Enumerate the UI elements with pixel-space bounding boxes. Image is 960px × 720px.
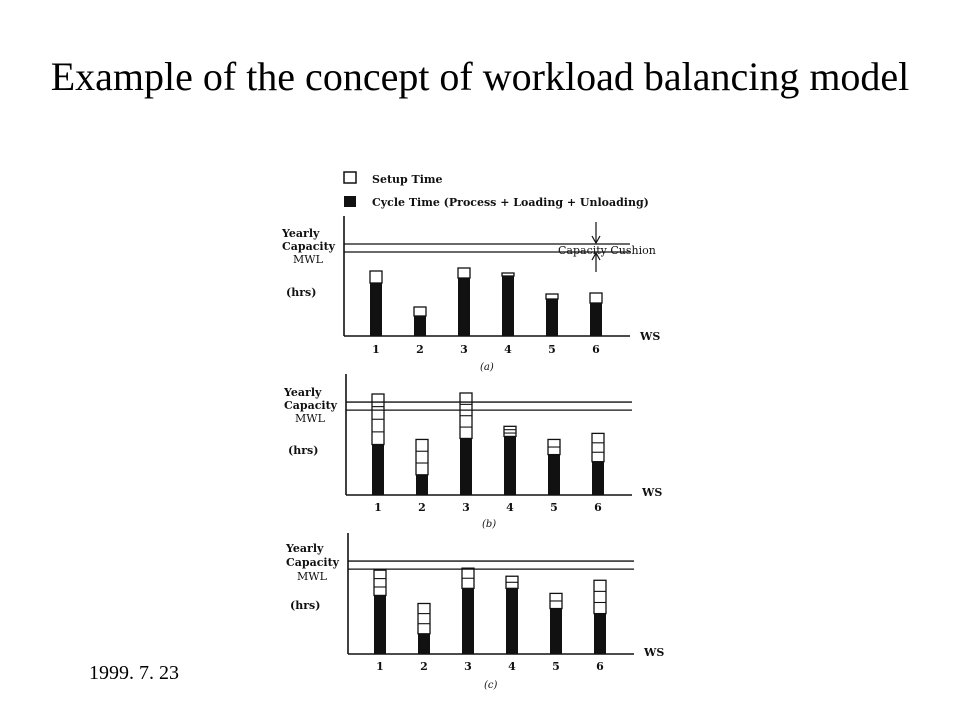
panel-b-bar-6-setup	[592, 433, 604, 461]
panel-c-bars	[374, 568, 606, 654]
panel-c-x-tick-6: 6	[596, 660, 604, 673]
panel-a	[281, 227, 660, 373]
panel-a-bar-5-setup	[546, 294, 558, 299]
slide-title: Example of the concept of workload balancing model	[50, 54, 910, 99]
legend-setup-label: Setup Time	[372, 173, 443, 186]
panel-b-bar-4-setup	[504, 426, 516, 436]
panel-b-x-tick-1: 1	[374, 501, 382, 514]
panel-b-bar-2-setup	[416, 439, 428, 474]
panel-b-bar-1-cycle	[372, 445, 384, 496]
panel-c-x-tick-5: 5	[552, 660, 560, 673]
panel-c-y-label-mwl: MWL	[297, 570, 327, 583]
panel-a-x-tick-1: 1	[372, 343, 380, 356]
legend	[344, 172, 649, 209]
panel-a-x-tick-3: 3	[460, 343, 468, 356]
panel-c-bar-3-cycle	[462, 588, 474, 654]
panel-a-x-tick-2: 2	[416, 343, 424, 356]
panel-b-x-tick-3: 3	[462, 501, 470, 514]
panel-a-bar-6-setup	[590, 293, 602, 303]
panel-a-x-tick-4: 4	[504, 343, 512, 356]
panel-b-y-label-mwl: MWL	[295, 412, 325, 425]
panel-c-bar-5-cycle	[550, 609, 562, 654]
panel-a-bar-4-setup	[502, 273, 514, 276]
panel-c-x-tick-4: 4	[508, 660, 516, 673]
panel-b-bar-5-cycle	[548, 455, 560, 495]
panel-c-y-label-capacity: Capacity	[286, 556, 340, 569]
panel-a-annotation: Capacity Cushion	[558, 244, 656, 257]
panel-c-bar-1-cycle	[374, 595, 386, 654]
panel-c-bar-6-setup	[594, 580, 606, 613]
panel-b-x-tick-4: 4	[506, 501, 514, 514]
panel-a-x-tick-5: 5	[548, 343, 556, 356]
panel-a-unit-label: (hrs)	[286, 286, 317, 299]
panel-b-bar-6-cycle	[592, 462, 604, 495]
panel-a-bar-3-cycle	[458, 278, 470, 336]
panel-a-bar-1-setup	[370, 271, 382, 283]
panel-a-bar-2-setup	[414, 307, 426, 316]
panel-b-bar-3-cycle	[460, 438, 472, 495]
panel-a-bar-6-cycle	[590, 303, 602, 336]
panel-c-x-tick-1: 1	[376, 660, 384, 673]
panel-b-bars	[372, 393, 604, 495]
panel-b-bar-4-cycle	[504, 436, 516, 495]
panel-a-y-label-mwl: MWL	[293, 253, 323, 266]
legend-setup-swatch	[344, 172, 356, 183]
legend-cycle-swatch	[344, 196, 356, 207]
panel-b-caption: (b)	[482, 519, 497, 530]
panel-b-x-ticks	[374, 501, 602, 514]
panel-a-bar-2-cycle	[414, 316, 426, 336]
panel-c-bar-2-cycle	[418, 634, 430, 654]
panel-a-bars	[370, 268, 602, 336]
panel-b	[283, 386, 662, 530]
panel-b-unit-label: (hrs)	[288, 444, 319, 457]
panel-c-unit-label: (hrs)	[290, 599, 321, 612]
panel-a-caption: (a)	[480, 362, 494, 373]
panel-a-x-ticks	[372, 343, 600, 356]
panel-b-x-tick-6: 6	[594, 501, 602, 514]
panel-b-y-label-yearly: Yearly	[284, 386, 322, 399]
panel-a-x-tick-6: 6	[592, 343, 600, 356]
panel-c-bar-6-cycle	[594, 614, 606, 654]
panel-a-y-label-yearly: Yearly	[282, 227, 320, 240]
panel-b-y-label-capacity: Capacity	[284, 399, 338, 412]
legend-cycle-label: Cycle Time (Process + Loading + Unloading)	[372, 196, 649, 209]
panel-c-bar-2-setup	[418, 604, 430, 634]
panel-c-bar-1-setup	[374, 570, 386, 595]
panel-a-bar-4-cycle	[502, 276, 514, 336]
panel-b-x-tick-2: 2	[418, 501, 426, 514]
panel-c-ws-label: WS	[644, 646, 665, 659]
panel-b-x-tick-5: 5	[550, 501, 558, 514]
panel-a-bar-5-cycle	[546, 299, 558, 336]
footer-date: 1999. 7. 23	[89, 662, 179, 684]
panel-a-bar-1-cycle	[370, 283, 382, 336]
panel-a-ws-label: WS	[640, 330, 661, 343]
panel-c-y-label-yearly: Yearly	[286, 542, 324, 555]
panel-c-x-tick-2: 2	[420, 660, 428, 673]
panel-c	[285, 542, 664, 691]
panel-a-bar-3-setup	[458, 268, 470, 278]
panel-c-bar-4-cycle	[506, 588, 518, 654]
panel-c-x-ticks	[376, 660, 604, 673]
panel-a-y-label-capacity: Capacity	[282, 240, 336, 253]
panel-b-bar-2-cycle	[416, 475, 428, 495]
panel-c-x-tick-3: 3	[464, 660, 472, 673]
panel-c-caption: (c)	[484, 680, 498, 691]
panel-b-ws-label: WS	[642, 486, 663, 499]
